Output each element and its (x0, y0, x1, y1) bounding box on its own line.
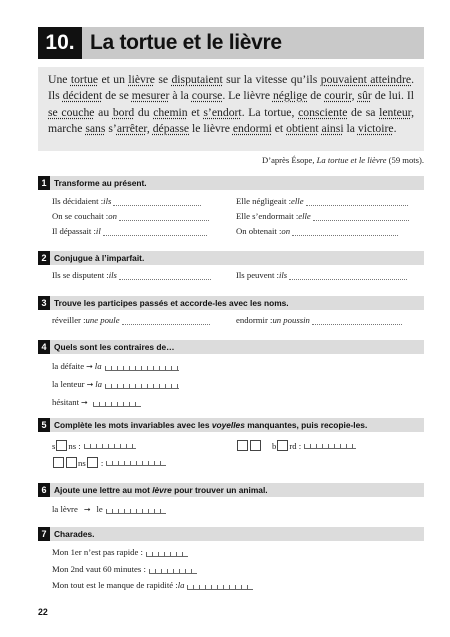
letter-grid[interactable] (106, 507, 166, 514)
underlined-word: néglige (272, 89, 308, 103)
answer-line[interactable] (292, 228, 398, 236)
letter-grid[interactable] (84, 442, 136, 449)
exercise-title: Charades. (54, 529, 95, 539)
story-fragment: , (146, 122, 153, 136)
letter-grid[interactable] (187, 583, 253, 590)
underlined-word: ainsi (321, 122, 344, 136)
underlined-word: disputaient (171, 73, 223, 86)
exercise-5 (38, 418, 424, 432)
exercise-2 (38, 251, 424, 265)
arrow-icon: ➞ (83, 505, 91, 514)
exercise-title: Conjugue à l’imparfait. (54, 253, 145, 263)
answer-line[interactable] (122, 317, 210, 325)
letter-grid[interactable] (93, 400, 141, 407)
exercise-3-item: endormir : un poussin (236, 315, 402, 325)
answer-line[interactable] (119, 272, 211, 280)
exercise-number: 4 (38, 340, 50, 354)
answer-line[interactable] (113, 198, 201, 206)
exercise-6-item: la lèvre ➞ le (52, 504, 166, 514)
underlined-word: courir (324, 89, 352, 103)
story-fragment: de (307, 89, 325, 103)
underlined-word: pouvaient atteindre (320, 73, 412, 86)
exercise-4-item: la lenteur ➞ la (52, 379, 179, 389)
story-fragment: au (94, 105, 113, 119)
charade-line: Mon tout est le manque de rapidité : la (52, 580, 253, 590)
underlined-word: mesurer (131, 89, 170, 103)
arrow-icon: ➞ (86, 380, 94, 389)
exercise-title: Trouve les participes passés et accorde-les avec les noms. (54, 298, 289, 308)
letter-box[interactable] (250, 440, 261, 451)
underlined-word: endormi (232, 122, 272, 136)
arrow-icon: ➞ (86, 362, 93, 371)
story-text (38, 67, 424, 151)
letter-grid[interactable] (105, 364, 179, 371)
exercise-4 (38, 340, 424, 354)
charade-line: Mon 2nd vaut 60 minutes : (52, 564, 197, 574)
story-fragment: , (351, 89, 358, 103)
letter-grid[interactable] (105, 382, 179, 389)
underlined-word: victoire (357, 122, 394, 136)
exercise-1 (38, 176, 424, 190)
letter-grid[interactable] (146, 550, 188, 557)
exercise-5-item: b rd : (236, 440, 356, 451)
underlined-word: décident (62, 89, 103, 103)
story-fragment: du (134, 105, 154, 119)
story-fragment: de lui. Il (371, 89, 415, 103)
exercise-title: Quels sont les contraires de… (54, 342, 175, 352)
exercise-1-item: Ils décidaient : ils (52, 196, 201, 206)
story-fragment: à la (169, 89, 192, 103)
story-fragment: la (343, 122, 358, 136)
story-fragment: de sa (347, 105, 380, 119)
exercise-number: 3 (38, 296, 50, 310)
exercise-title: Transforme au présent. (54, 178, 147, 188)
story-fragment: et (187, 105, 204, 119)
exercise-number: 6 (38, 483, 50, 497)
exercise-number: 2 (38, 251, 50, 265)
charade-line: Mon 1er n’est pas rapide : (52, 547, 188, 557)
story-fragment: . La tortue, (241, 105, 299, 119)
exercise-2-item: Ils peuvent : ils (236, 270, 407, 280)
exercise-1-item: On obtenait : on (236, 226, 398, 236)
answer-line[interactable] (289, 272, 407, 280)
lesson-title-bar (38, 27, 424, 59)
letter-box[interactable] (66, 457, 77, 468)
exercise-number: 1 (38, 176, 50, 190)
exercise-title: Complète les mots invariables avec les voyelles manquantes, puis recopie-les. (54, 420, 368, 430)
story-source: D’après Ésope, La tortue et le lièvre (59 mots). (262, 155, 424, 165)
exercise-number: 5 (38, 418, 50, 432)
underlined-word: course (191, 89, 223, 103)
letter-grid[interactable] (149, 567, 197, 574)
exercise-title: Ajoute une lettre au mot lèvre pour trouver un animal. (54, 485, 268, 495)
letter-box[interactable] (87, 457, 98, 468)
story-fragment: et un (98, 73, 129, 86)
underlined-word: se couche (48, 105, 95, 119)
story-fragment: . Ils (48, 73, 414, 103)
letter-grid[interactable] (106, 459, 166, 466)
exercise-3 (38, 296, 424, 310)
letter-box[interactable] (56, 440, 67, 451)
underlined-word: obtient (286, 122, 319, 136)
story-fragment: le lièvre (189, 122, 233, 136)
story-fragment: . Le lièvre (222, 89, 273, 103)
underlined-word: dépasse (152, 122, 190, 136)
underlined-word: chemin (153, 105, 188, 119)
story-fragment: s’ (105, 122, 117, 136)
underlined-word: lièvre (128, 73, 155, 86)
exercise-6 (38, 483, 424, 497)
answer-line[interactable] (103, 228, 207, 236)
exercise-1-item: On se couchait : on (52, 211, 209, 221)
arrow-icon: ➞ (81, 398, 88, 407)
underlined-word: lenteur (379, 105, 412, 119)
letter-box[interactable] (237, 440, 248, 451)
answer-line[interactable] (119, 213, 209, 221)
answer-line[interactable] (312, 317, 402, 325)
page-number: 22 (38, 607, 48, 617)
lesson-number: 10. (38, 27, 82, 59)
underlined-word: arrêter (116, 122, 147, 136)
letter-grid[interactable] (304, 442, 356, 449)
exercise-2-item: Ils se disputent : ils (52, 270, 211, 280)
exercise-1-item: Elle s’endormait : elle (236, 211, 409, 221)
letter-box[interactable] (53, 457, 64, 468)
story-fragment: sur la vitesse qu’ils (222, 73, 321, 86)
exercise-1-item: Elle négligeait : elle (236, 196, 408, 206)
underlined-word: bord (112, 105, 135, 119)
exercise-4-item: hésitant ➞ (52, 397, 141, 407)
underlined-word: consciente (298, 105, 348, 119)
underlined-word: sûr (357, 89, 372, 103)
underlined-word: tortue (70, 73, 99, 86)
story-fragment: se (154, 73, 172, 86)
underlined-word: s’endort (203, 105, 242, 119)
exercise-1-item: Il dépassait : il (52, 226, 207, 236)
story-fragment: et (271, 122, 287, 136)
answer-line[interactable] (313, 213, 409, 221)
story-fragment: . (393, 122, 397, 136)
exercise-number: 7 (38, 527, 50, 541)
exercise-5-item: ns : (52, 457, 166, 468)
exercise-7 (38, 527, 424, 541)
story-fragment: Une (48, 73, 71, 86)
letter-box[interactable] (277, 440, 288, 451)
exercise-4-item: la défaite ➞ la (52, 361, 179, 371)
story-fragment: de se (102, 89, 132, 103)
exercise-3-item: réveiller : une poule (52, 315, 210, 325)
underlined-word: sans (85, 122, 106, 136)
lesson-title: La tortue et le lièvre (90, 31, 282, 54)
answer-line[interactable] (306, 198, 408, 206)
story-fragment: , marche (48, 105, 415, 136)
exercise-5-item: s ns : (52, 440, 136, 451)
